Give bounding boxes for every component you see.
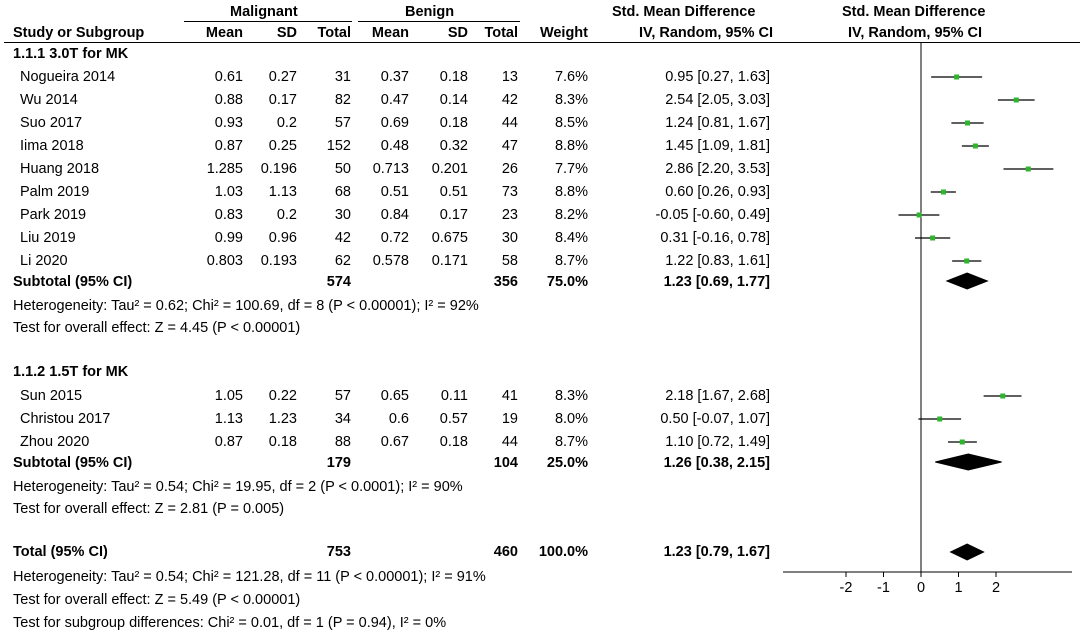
subtotal-ci: 1.23 [0.69, 1.77] <box>663 274 770 290</box>
effect-ci: 2.18 [1.67, 2.68] <box>665 388 770 404</box>
total-1: 88 <box>334 434 351 450</box>
total-n1: 753 <box>326 544 351 560</box>
header-group-malignant: Malignant <box>230 4 298 20</box>
x-tick-label: 0 <box>916 580 926 596</box>
header-effect-right: Std. Mean Difference <box>842 4 986 20</box>
total-2: 26 <box>501 161 518 177</box>
mean-2: 0.713 <box>372 161 409 177</box>
subgroup-title: 1.1.1 3.0T for MK <box>13 46 129 62</box>
mean-1: 0.93 <box>214 115 243 131</box>
subtotal-weight: 25.0% <box>546 455 588 471</box>
col-study: Study or Subgroup <box>13 25 145 41</box>
mean-1: 0.803 <box>206 253 243 269</box>
total-1: 57 <box>334 115 351 131</box>
total-1: 68 <box>334 184 351 200</box>
effect-ci: 0.60 [0.26, 0.93] <box>665 184 770 200</box>
header-group-benign: Benign <box>405 4 455 20</box>
col-total-1: Total <box>317 25 351 41</box>
mean-1: 1.285 <box>206 161 243 177</box>
total-1: 34 <box>334 411 351 427</box>
total-1: 30 <box>334 207 351 223</box>
subgroup-differences-text: Test for subgroup differences: Chi² = 0.01, df = 1 (P = 0.94), I² = 0% <box>13 615 447 631</box>
sd-1: 1.13 <box>268 184 297 200</box>
total-1: 31 <box>334 69 351 85</box>
total-2: 73 <box>501 184 518 200</box>
weight: 8.2% <box>554 207 588 223</box>
total-2: 58 <box>501 253 518 269</box>
study-name: Wu 2014 <box>20 92 78 108</box>
subtotal-n1: 179 <box>326 455 351 471</box>
col-sd-1: SD <box>276 25 297 41</box>
study-name: Liu 2019 <box>20 230 76 246</box>
mean-2: 0.65 <box>380 388 409 404</box>
total-heterogeneity-text: Heterogeneity: Tau² = 0.54; Chi² = 121.28, df = 11 (P < 0.00001); I² = 91% <box>13 569 486 585</box>
total-2: 19 <box>501 411 518 427</box>
study-name: Li 2020 <box>20 253 68 269</box>
total-2: 47 <box>501 138 518 154</box>
sd-2: 0.11 <box>440 388 468 404</box>
point-estimate <box>937 417 942 422</box>
sd-2: 0.57 <box>439 411 468 427</box>
subtotal-n1: 574 <box>326 274 351 290</box>
weight: 8.7% <box>554 434 588 450</box>
weight: 8.7% <box>554 253 588 269</box>
x-tick-label: 2 <box>991 580 1001 596</box>
total-1: 82 <box>334 92 351 108</box>
sd-2: 0.51 <box>439 184 468 200</box>
sd-1: 0.2 <box>276 115 297 131</box>
study-name: Nogueira 2014 <box>20 69 116 85</box>
x-tick-label: 1 <box>954 580 963 596</box>
mean-1: 0.87 <box>214 434 243 450</box>
total-2: 30 <box>501 230 518 246</box>
mean-2: 0.48 <box>380 138 409 154</box>
total-2: 13 <box>501 69 518 85</box>
mean-1: 0.87 <box>214 138 243 154</box>
mean-2: 0.6 <box>388 411 409 427</box>
sd-1: 1.23 <box>268 411 297 427</box>
weight: 8.8% <box>554 184 588 200</box>
weight: 8.8% <box>554 138 588 154</box>
total-label: Total (95% CI) <box>13 544 108 560</box>
col-sd-2: SD <box>447 25 468 41</box>
weight: 7.6% <box>554 69 588 85</box>
mean-1: 0.83 <box>214 207 243 223</box>
sd-2: 0.32 <box>439 138 468 154</box>
point-estimate <box>941 190 946 195</box>
total-2: 44 <box>501 115 518 131</box>
total-2: 44 <box>501 434 518 450</box>
mean-2: 0.578 <box>372 253 409 269</box>
heterogeneity-text: Heterogeneity: Tau² = 0.62; Chi² = 100.69, df = 8 (P < 0.00001); I² = 92% <box>13 298 479 314</box>
overall-effect-text: Test for overall effect: Z = 2.81 (P = 0.005) <box>13 501 285 517</box>
point-estimate <box>917 213 922 218</box>
effect-ci: -0.05 [-0.60, 0.49] <box>655 207 770 223</box>
col-method-right: IV, Random, 95% CI <box>848 25 983 41</box>
sd-2: 0.17 <box>439 207 468 223</box>
study-name: Palm 2019 <box>20 184 90 200</box>
col-method-left: IV, Random, 95% CI <box>638 25 773 41</box>
mean-2: 0.69 <box>380 115 409 131</box>
sd-2: 0.171 <box>431 253 468 269</box>
point-estimate <box>1000 394 1005 399</box>
effect-ci: 0.50 [-0.07, 1.07] <box>660 411 770 427</box>
study-name: Suo 2017 <box>20 115 83 131</box>
point-estimate <box>930 236 935 241</box>
header-effect-left: Std. Mean Difference <box>612 4 756 20</box>
col-mean-1: Mean <box>205 25 243 41</box>
mean-1: 1.03 <box>214 184 243 200</box>
study-name: Sun 2015 <box>20 388 83 404</box>
total-overall-effect-text: Test for overall effect: Z = 5.49 (P < 0.00001) <box>13 592 301 608</box>
sd-1: 0.17 <box>268 92 297 108</box>
sd-2: 0.14 <box>439 92 468 108</box>
point-estimate <box>1014 98 1019 103</box>
effect-ci: 1.24 [0.81, 1.67] <box>665 115 770 131</box>
subtotal-label: Subtotal (95% CI) <box>13 274 133 290</box>
x-tick-label: -2 <box>839 580 853 596</box>
effect-ci: 1.22 [0.83, 1.61] <box>665 253 770 269</box>
study-name: Christou 2017 <box>20 411 111 427</box>
pooled-effect-diamond <box>935 454 1001 470</box>
subtotal-label: Subtotal (95% CI) <box>13 455 133 471</box>
effect-ci: 0.31 [-0.16, 0.78] <box>660 230 770 246</box>
sd-2: 0.18 <box>439 69 468 85</box>
mean-2: 0.72 <box>380 230 409 246</box>
total-1: 152 <box>326 138 351 154</box>
study-name: Park 2019 <box>20 207 87 223</box>
heterogeneity-text: Heterogeneity: Tau² = 0.54; Chi² = 19.95, df = 2 (P < 0.0001); I² = 90% <box>13 479 463 495</box>
subtotal-ci: 1.26 [0.38, 2.15] <box>663 455 770 471</box>
study-name: Iima 2018 <box>20 138 84 154</box>
point-estimate <box>965 121 970 126</box>
total-1: 62 <box>334 253 351 269</box>
sd-1: 0.25 <box>268 138 297 154</box>
study-name: Huang 2018 <box>20 161 100 177</box>
effect-ci: 2.86 [2.20, 3.53] <box>665 161 770 177</box>
mean-1: 1.05 <box>214 388 243 404</box>
total-2: 23 <box>501 207 518 223</box>
subgroup-title: 1.1.2 1.5T for MK <box>13 364 129 380</box>
sd-1: 0.193 <box>260 253 297 269</box>
pooled-effect-diamond <box>951 544 984 560</box>
mean-1: 1.13 <box>214 411 243 427</box>
col-weight: Weight <box>539 25 588 41</box>
total-2: 42 <box>501 92 518 108</box>
mean-2: 0.47 <box>380 92 409 108</box>
total-2: 41 <box>501 388 518 404</box>
weight: 8.3% <box>554 388 588 404</box>
effect-ci: 2.54 [2.05, 3.03] <box>665 92 770 108</box>
weight: 8.5% <box>554 115 588 131</box>
col-total-2: Total <box>484 25 518 41</box>
total-1: 50 <box>334 161 351 177</box>
mean-1: 0.61 <box>214 69 243 85</box>
sd-1: 0.96 <box>268 230 297 246</box>
sd-1: 0.18 <box>268 434 297 450</box>
point-estimate <box>1026 167 1031 172</box>
pooled-effect-diamond <box>947 273 988 289</box>
effect-ci: 0.95 [0.27, 1.63] <box>665 69 770 85</box>
study-name: Zhou 2020 <box>20 434 90 450</box>
point-estimate <box>954 75 959 80</box>
mean-2: 0.37 <box>380 69 409 85</box>
mean-1: 0.88 <box>214 92 243 108</box>
mean-2: 0.67 <box>380 434 409 450</box>
overall-effect-text: Test for overall effect: Z = 4.45 (P < 0.00001) <box>13 320 301 336</box>
sd-1: 0.2 <box>276 207 297 223</box>
subtotal-weight: 75.0% <box>546 274 588 290</box>
weight: 8.0% <box>554 411 588 427</box>
mean-2: 0.51 <box>380 184 409 200</box>
total-1: 42 <box>334 230 351 246</box>
subtotal-n2: 104 <box>493 455 518 471</box>
col-mean-2: Mean <box>371 25 409 41</box>
effect-ci: 1.45 [1.09, 1.81] <box>665 138 770 154</box>
x-tick-label: -1 <box>877 580 890 596</box>
sd-2: 0.201 <box>431 161 468 177</box>
total-1: 57 <box>334 388 351 404</box>
sd-1: 0.196 <box>260 161 297 177</box>
weight: 8.4% <box>554 230 588 246</box>
subtotal-n2: 356 <box>493 274 518 290</box>
sd-1: 0.22 <box>268 388 297 404</box>
total-weight: 100.0% <box>538 544 588 560</box>
point-estimate <box>973 144 978 149</box>
sd-1: 0.27 <box>268 69 297 85</box>
mean-1: 0.99 <box>214 230 243 246</box>
weight: 7.7% <box>554 161 588 177</box>
effect-ci: 1.10 [0.72, 1.49] <box>665 434 770 450</box>
sd-2: 0.18 <box>439 434 468 450</box>
sd-2: 0.675 <box>431 230 468 246</box>
sd-2: 0.18 <box>439 115 468 131</box>
total-n2: 460 <box>493 544 518 560</box>
mean-2: 0.84 <box>380 207 409 223</box>
total-ci: 1.23 [0.79, 1.67] <box>663 544 770 560</box>
point-estimate <box>960 440 965 445</box>
weight: 8.3% <box>554 92 588 108</box>
point-estimate <box>964 259 969 264</box>
